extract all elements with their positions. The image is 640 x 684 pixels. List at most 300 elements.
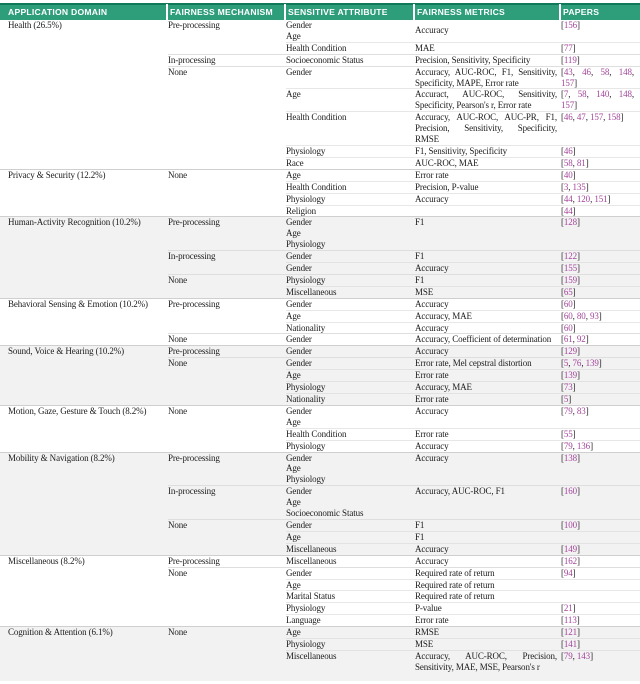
citation-link[interactable]: 100: [563, 519, 578, 530]
attribute-block: [286, 275, 640, 286]
attribute-label: Physiology: [286, 382, 326, 393]
attribute-label: Gender: [286, 405, 312, 416]
papers-cell: [155]: [561, 263, 580, 274]
metrics-cell: Accuracy: [415, 555, 449, 566]
citation-link[interactable]: 76: [572, 358, 582, 369]
attribute-blocks: [286, 453, 640, 486]
attribute-label: Gender: [286, 251, 312, 262]
mechanism-group: [168, 66, 640, 169]
citation-link[interactable]: 148: [618, 89, 632, 100]
attribute-label: Miscellaneous: [286, 286, 337, 297]
attribute-cell: [286, 544, 415, 555]
metrics-cell: F1, Sensitivity, Specificity: [415, 145, 508, 156]
metrics-cell: Accuracy, Coefficient of determination: [415, 334, 552, 345]
citation-link[interactable]: 46: [563, 145, 573, 156]
attribute-label: Gender: [286, 567, 312, 578]
papers-cell: [3, 135]: [561, 181, 589, 192]
citation-link[interactable]: 151: [594, 193, 608, 204]
domain-label: Motion, Gaze, Gesture & Touch (8.2%): [8, 405, 147, 416]
attribute-blocks: [286, 251, 640, 274]
papers-cell: [43, 46, 58, 148, 157]: [561, 66, 635, 88]
mechanism-group: [168, 217, 640, 250]
citation-link[interactable]: 80: [576, 310, 586, 321]
citation-link[interactable]: 73: [563, 382, 573, 393]
attribute-label: Physiology: [286, 474, 326, 485]
papers-cell: [159]: [561, 274, 580, 285]
attribute-label: Age: [286, 228, 301, 239]
attribute-block: [286, 602, 640, 614]
attribute-label: Age: [286, 30, 301, 41]
attribute-cell: [286, 394, 415, 405]
citation-link[interactable]: 129: [563, 346, 578, 357]
attribute-cell: [286, 591, 415, 602]
citation-link[interactable]: 92: [576, 334, 586, 345]
attribute-label: Physiology: [286, 145, 326, 156]
metrics-cell: Accuracy: [415, 322, 449, 333]
mechanism-group: [168, 485, 640, 519]
papers-cell: [58, 81]: [561, 157, 589, 168]
citation-link[interactable]: 7: [563, 89, 569, 100]
citation-link[interactable]: 46: [563, 112, 573, 123]
citation-link[interactable]: 43: [563, 66, 573, 77]
metrics-cell: Precision, Sensitivity, Specificity: [415, 54, 531, 65]
attribute-cell: [286, 275, 415, 286]
mechanism-group: [168, 54, 640, 66]
attribute-block: [286, 568, 640, 579]
metrics-cell: Accuracy: [415, 405, 449, 416]
attribute-cell: [286, 43, 415, 54]
attribute-block: [286, 440, 640, 452]
mechanism-groups: [168, 556, 640, 626]
attribute-cell: [286, 627, 415, 638]
attribute-label: Gender: [286, 452, 312, 463]
attribute-cell: [286, 615, 415, 626]
citation-link[interactable]: 61: [563, 334, 573, 345]
citation-link[interactable]: 79: [563, 440, 573, 451]
citation-link[interactable]: 79: [563, 405, 573, 416]
papers-cell: [5]: [561, 394, 572, 404]
domain-section: [0, 626, 640, 681]
attribute-block: [286, 299, 640, 310]
attribute-label: Age: [286, 497, 301, 508]
mechanism-group: [168, 556, 640, 567]
papers-cell: [162]: [561, 555, 580, 566]
metrics-cell: Accuracy: [415, 346, 449, 357]
domain-section: [0, 405, 640, 452]
metrics-cell: Accuracy, AUC-ROC, F1, Sensitivity, Specificity, MAPE, Error rate: [415, 66, 557, 88]
papers-cell: [61, 92]: [561, 334, 589, 345]
metrics-cell: Accuracy: [415, 440, 449, 451]
mechanism-groups: [168, 346, 640, 405]
citation-link[interactable]: 83: [576, 405, 586, 416]
mechanism-groups: [168, 20, 640, 169]
citation-link[interactable]: 159: [563, 274, 578, 285]
metrics-cell: Accuracy, MAE: [415, 382, 472, 393]
metrics-cell: Precision, P-value: [415, 181, 479, 192]
citation-link[interactable]: 156: [563, 20, 578, 30]
citation-link[interactable]: 155: [563, 263, 578, 274]
citation-link[interactable]: 5: [563, 394, 569, 404]
papers-cell: [79, 143]: [561, 650, 593, 661]
attribute-block: [286, 428, 640, 440]
citation-link[interactable]: 55: [563, 428, 573, 439]
attribute-cell: [286, 206, 415, 217]
metrics-cell: F1: [415, 217, 425, 228]
attribute-blocks: [286, 406, 640, 452]
attribute-label: Gender: [286, 20, 312, 30]
mechanism-group: [168, 357, 640, 405]
papers-cell: [44]: [561, 205, 576, 216]
attribute-block: [286, 111, 640, 145]
papers-cell: [121]: [561, 627, 580, 638]
attribute-cell: [286, 287, 415, 298]
mechanism-group: [168, 346, 640, 357]
attribute-cell: [286, 453, 415, 486]
attribute-label: Physiology: [286, 193, 326, 204]
metrics-cell: Error rate: [415, 370, 449, 381]
metrics-cell: Accuracy: [415, 543, 449, 554]
mechanism-group: [168, 20, 640, 54]
citation-link[interactable]: 79: [563, 650, 573, 661]
citation-link[interactable]: 122: [563, 251, 578, 262]
citation-link[interactable]: 157: [561, 100, 575, 111]
citation-link[interactable]: 93: [589, 310, 599, 321]
mechanism-groups: [168, 170, 640, 217]
mechanism-label: None: [168, 405, 188, 416]
attribute-blocks: [286, 55, 640, 66]
papers-cell: [77]: [561, 42, 576, 53]
citation-link[interactable]: 60: [563, 322, 573, 333]
attribute-block: [286, 251, 640, 262]
mechanism-label: Pre-processing: [168, 298, 220, 309]
attribute-label: Physiology: [286, 639, 326, 650]
citation-link[interactable]: 5: [563, 358, 569, 369]
mechanism-groups: [168, 299, 640, 346]
papers-cell: [44, 120, 151]: [561, 193, 611, 204]
attribute-label: Health Condition: [286, 42, 347, 53]
papers-cell: [73]: [561, 382, 576, 393]
attribute-block: [286, 650, 640, 673]
attribute-block: [286, 55, 640, 66]
attribute-label: Physiology: [286, 274, 326, 285]
attribute-label: Socioeconomic Status: [286, 54, 364, 65]
citation-link[interactable]: 58: [563, 157, 573, 168]
papers-cell: [46]: [561, 145, 576, 156]
papers-cell: [138]: [561, 452, 580, 463]
citation-link[interactable]: 135: [572, 181, 586, 192]
mechanism-label: None: [168, 334, 188, 345]
citation-link[interactable]: 140: [596, 89, 610, 100]
attribute-blocks: [286, 299, 640, 334]
metrics-cell: Accuracy, AUC-ROC, Precision, Sensitivity, MAE, MSE, Pearson's r: [415, 650, 557, 672]
attribute-cell: [286, 217, 415, 250]
attribute-cell: [286, 170, 415, 181]
attribute-label: Miscellaneous: [286, 555, 337, 566]
citation-link[interactable]: 160: [563, 486, 578, 497]
attribute-cell: [286, 441, 415, 452]
metrics-cell: F1: [415, 519, 425, 530]
domain-section: [0, 298, 640, 346]
table-body: [0, 20, 640, 681]
mechanism-label: None: [168, 274, 188, 285]
citation-link[interactable]: 46: [582, 66, 591, 77]
attribute-block: [286, 217, 640, 250]
attribute-label: Race: [286, 157, 304, 168]
attribute-cell: [286, 429, 415, 440]
attribute-block: [286, 42, 640, 54]
metrics-cell: F1: [415, 251, 425, 262]
attribute-blocks: [286, 627, 640, 673]
attribute-block: [286, 170, 640, 181]
attribute-block: [286, 614, 640, 626]
papers-cell: [5, 76, 139]: [561, 358, 602, 369]
attribute-blocks: [286, 346, 640, 357]
table-header-row: [0, 3, 640, 20]
domain-label: Behavioral Sensing & Emotion (10.2%): [8, 298, 148, 309]
mechanism-group: [168, 170, 640, 217]
citation-link[interactable]: 136: [576, 440, 591, 451]
mechanism-group: [168, 567, 640, 627]
papers-cell: [40]: [561, 169, 576, 180]
attribute-label: Age: [286, 169, 301, 180]
mechanism-label: In-processing: [168, 251, 216, 262]
attribute-blocks: [286, 556, 640, 567]
attribute-label: Physiology: [286, 440, 326, 451]
papers-cell: [55]: [561, 428, 576, 439]
metrics-cell: Required rate of return: [415, 579, 495, 590]
citation-link[interactable]: 81: [576, 157, 586, 168]
attribute-cell: [286, 146, 415, 157]
metrics-cell: Accuracy, AUC-ROC, AUC-PR, F1, Precision, Sensitivity, Specificity, RMSE: [415, 112, 557, 145]
citation-link[interactable]: 3: [563, 181, 569, 192]
mechanism-label: Pre-processing: [168, 555, 220, 566]
attribute-block: [286, 381, 640, 393]
attribute-block: [286, 20, 640, 42]
mechanism-group: [168, 453, 640, 486]
papers-cell: [141]: [561, 639, 580, 650]
citation-link[interactable]: 120: [576, 193, 591, 204]
attribute-label: Nationality: [286, 322, 326, 333]
column-header-fairness-mechanism: FAIRNESS MECHANISM: [168, 4, 286, 21]
citation-link[interactable]: 143: [576, 650, 591, 661]
citation-link[interactable]: 60: [563, 298, 573, 309]
attribute-cell: [286, 532, 415, 543]
citation-link[interactable]: 40: [563, 169, 573, 180]
citation-link[interactable]: 148: [618, 66, 632, 77]
attribute-blocks: [286, 217, 640, 250]
metrics-cell: F1: [415, 274, 425, 285]
metrics-cell: Accuracy: [415, 25, 449, 36]
mechanism-label: None: [168, 627, 188, 638]
domain-label: Sound, Voice & Hearing (10.2%): [8, 346, 125, 357]
papers-cell: [7, 58, 140, 148, 157]: [561, 89, 635, 111]
papers-cell: [149]: [561, 543, 580, 554]
citation-link[interactable]: 139: [585, 358, 599, 369]
citation-link[interactable]: 158: [607, 112, 621, 123]
attribute-cell: [286, 67, 415, 78]
mechanism-label: None: [168, 567, 188, 578]
domain-label: Privacy & Security (12.2%): [8, 169, 106, 180]
metrics-cell: Accuracy, AUC-ROC, F1: [415, 486, 505, 497]
citation-link[interactable]: 121: [563, 627, 578, 638]
papers-cell: [156]: [561, 20, 580, 30]
domain-label: Human-Activity Recognition (10.2%): [8, 217, 141, 228]
attribute-label: Physiology: [286, 603, 326, 614]
metrics-cell: Error rate, Mel cepstral distortion: [415, 358, 532, 369]
papers-cell: [94]: [561, 567, 576, 578]
domain-label: Cognition & Attention (6.1%): [8, 627, 113, 638]
attribute-cell: [286, 358, 415, 369]
attribute-block: [286, 453, 640, 486]
attribute-label: Age: [286, 89, 301, 100]
attribute-block: [286, 406, 640, 428]
citation-link[interactable]: 119: [563, 54, 577, 65]
attribute-blocks: [286, 334, 640, 345]
citation-link[interactable]: 44: [563, 193, 573, 204]
attribute-block: [286, 145, 640, 157]
attribute-blocks: [286, 67, 640, 169]
mechanism-label: None: [168, 169, 188, 180]
attribute-cell: [286, 556, 415, 567]
mechanism-label: None: [168, 519, 188, 530]
metrics-cell: Error rate: [415, 169, 449, 180]
attribute-cell: [286, 158, 415, 169]
column-header-fairness-metrics: FAIRNESS METRICS: [415, 4, 561, 21]
attribute-label: Gender: [286, 486, 312, 497]
attribute-block: [286, 334, 640, 345]
attribute-block: [286, 579, 640, 591]
papers-cell: [129]: [561, 346, 580, 357]
metrics-cell: Accuracy, MAE: [415, 310, 472, 321]
mechanism-group: [168, 333, 640, 345]
attribute-label: Gender: [286, 217, 312, 228]
citation-link[interactable]: 47: [576, 112, 586, 123]
attribute-block: [286, 358, 640, 369]
attribute-block: [286, 346, 640, 357]
attribute-block: [286, 638, 640, 650]
domain-label: Mobility & Navigation (8.2%): [8, 452, 115, 463]
mechanism-groups: [168, 217, 640, 297]
papers-cell: [60]: [561, 298, 576, 309]
attribute-block: [286, 88, 640, 111]
papers-cell: [160]: [561, 486, 580, 497]
attribute-label: Age: [286, 627, 301, 638]
metrics-cell: Error rate: [415, 428, 449, 439]
mechanism-label: Pre-processing: [168, 20, 220, 30]
citation-link[interactable]: 162: [563, 555, 578, 566]
metrics-cell: RMSE: [415, 627, 440, 638]
attribute-blocks: [286, 275, 640, 298]
attribute-cell: [286, 299, 415, 310]
attribute-label: Age: [286, 463, 301, 474]
citation-link[interactable]: 128: [563, 217, 578, 228]
attribute-cell: [286, 580, 415, 591]
citation-link[interactable]: 65: [563, 286, 573, 297]
citation-link[interactable]: 77: [563, 42, 573, 53]
citation-link[interactable]: 113: [563, 615, 577, 626]
metrics-cell: Error rate: [415, 615, 449, 626]
metrics-cell: Accuracy: [415, 298, 449, 309]
attribute-label: Marital Status: [286, 591, 336, 602]
attribute-block: [286, 556, 640, 567]
citation-link[interactable]: 60: [563, 310, 573, 321]
citation-link[interactable]: 58: [600, 66, 610, 77]
attribute-cell: [286, 406, 415, 428]
attribute-block: [286, 262, 640, 274]
citation-link[interactable]: 149: [563, 543, 578, 554]
citation-link[interactable]: 157: [561, 77, 575, 88]
attribute-label: Age: [286, 310, 301, 321]
attribute-label: Health Condition: [286, 181, 347, 192]
citation-link[interactable]: 44: [563, 205, 573, 216]
mechanism-label: In-processing: [168, 486, 216, 497]
attribute-blocks: [286, 20, 640, 54]
attribute-block: [286, 181, 640, 193]
papers-cell: [100]: [561, 519, 580, 530]
metrics-cell: Accuracy: [415, 193, 449, 204]
attribute-blocks: [286, 486, 640, 519]
citation-link[interactable]: 94: [563, 567, 573, 578]
citation-link[interactable]: 58: [577, 89, 587, 100]
attribute-blocks: [286, 170, 640, 217]
attribute-cell: [286, 520, 415, 531]
domain-label: Miscellaneous (8.2%): [8, 555, 85, 566]
citation-link[interactable]: 157: [589, 112, 604, 123]
attribute-cell: [286, 346, 415, 357]
attribute-cell: [286, 603, 415, 614]
domain-section: [0, 452, 640, 555]
attribute-block: [286, 393, 640, 405]
attribute-blocks: [286, 520, 640, 555]
column-header-application-domain: APPLICATION DOMAIN: [0, 4, 168, 21]
attribute-label: Language: [286, 615, 321, 626]
papers-cell: [113]: [561, 615, 580, 626]
metrics-cell: AUC-ROC, MAE: [415, 157, 479, 168]
attribute-block: [286, 205, 640, 217]
attribute-cell: [286, 194, 415, 205]
attribute-block: [286, 520, 640, 531]
attribute-cell: [286, 651, 415, 662]
attribute-label: Gender: [286, 334, 312, 345]
papers-cell: [128]: [561, 217, 580, 228]
column-header-sensitive-attribute: SENSITIVE ATTRIBUTE: [286, 4, 415, 21]
attribute-block: [286, 157, 640, 169]
citation-link[interactable]: 141: [563, 639, 578, 650]
attribute-label: Gender: [286, 298, 312, 309]
attribute-block: [286, 310, 640, 322]
attribute-cell: [286, 112, 415, 123]
attribute-cell: [286, 382, 415, 393]
attribute-label: Gender: [286, 519, 312, 530]
citation-link[interactable]: 139: [563, 370, 578, 381]
domain-section: [0, 169, 640, 217]
mechanism-label: Pre-processing: [168, 346, 220, 357]
metrics-cell: MSE: [415, 286, 434, 297]
attribute-label: Health Condition: [286, 428, 347, 439]
domain-section: [0, 345, 640, 405]
citation-link[interactable]: 138: [563, 452, 578, 463]
metrics-cell: Required rate of return: [415, 567, 495, 578]
citation-link[interactable]: 21: [563, 603, 573, 614]
papers-cell: [60]: [561, 322, 576, 333]
column-header-papers: PAPERS: [563, 7, 600, 17]
attribute-label: Gender: [286, 66, 312, 77]
attribute-cell: [286, 89, 415, 100]
attribute-label: Age: [286, 416, 301, 427]
mechanism-groups: [168, 453, 640, 555]
mechanism-label: Pre-processing: [168, 452, 220, 463]
attribute-label: Age: [286, 579, 301, 590]
